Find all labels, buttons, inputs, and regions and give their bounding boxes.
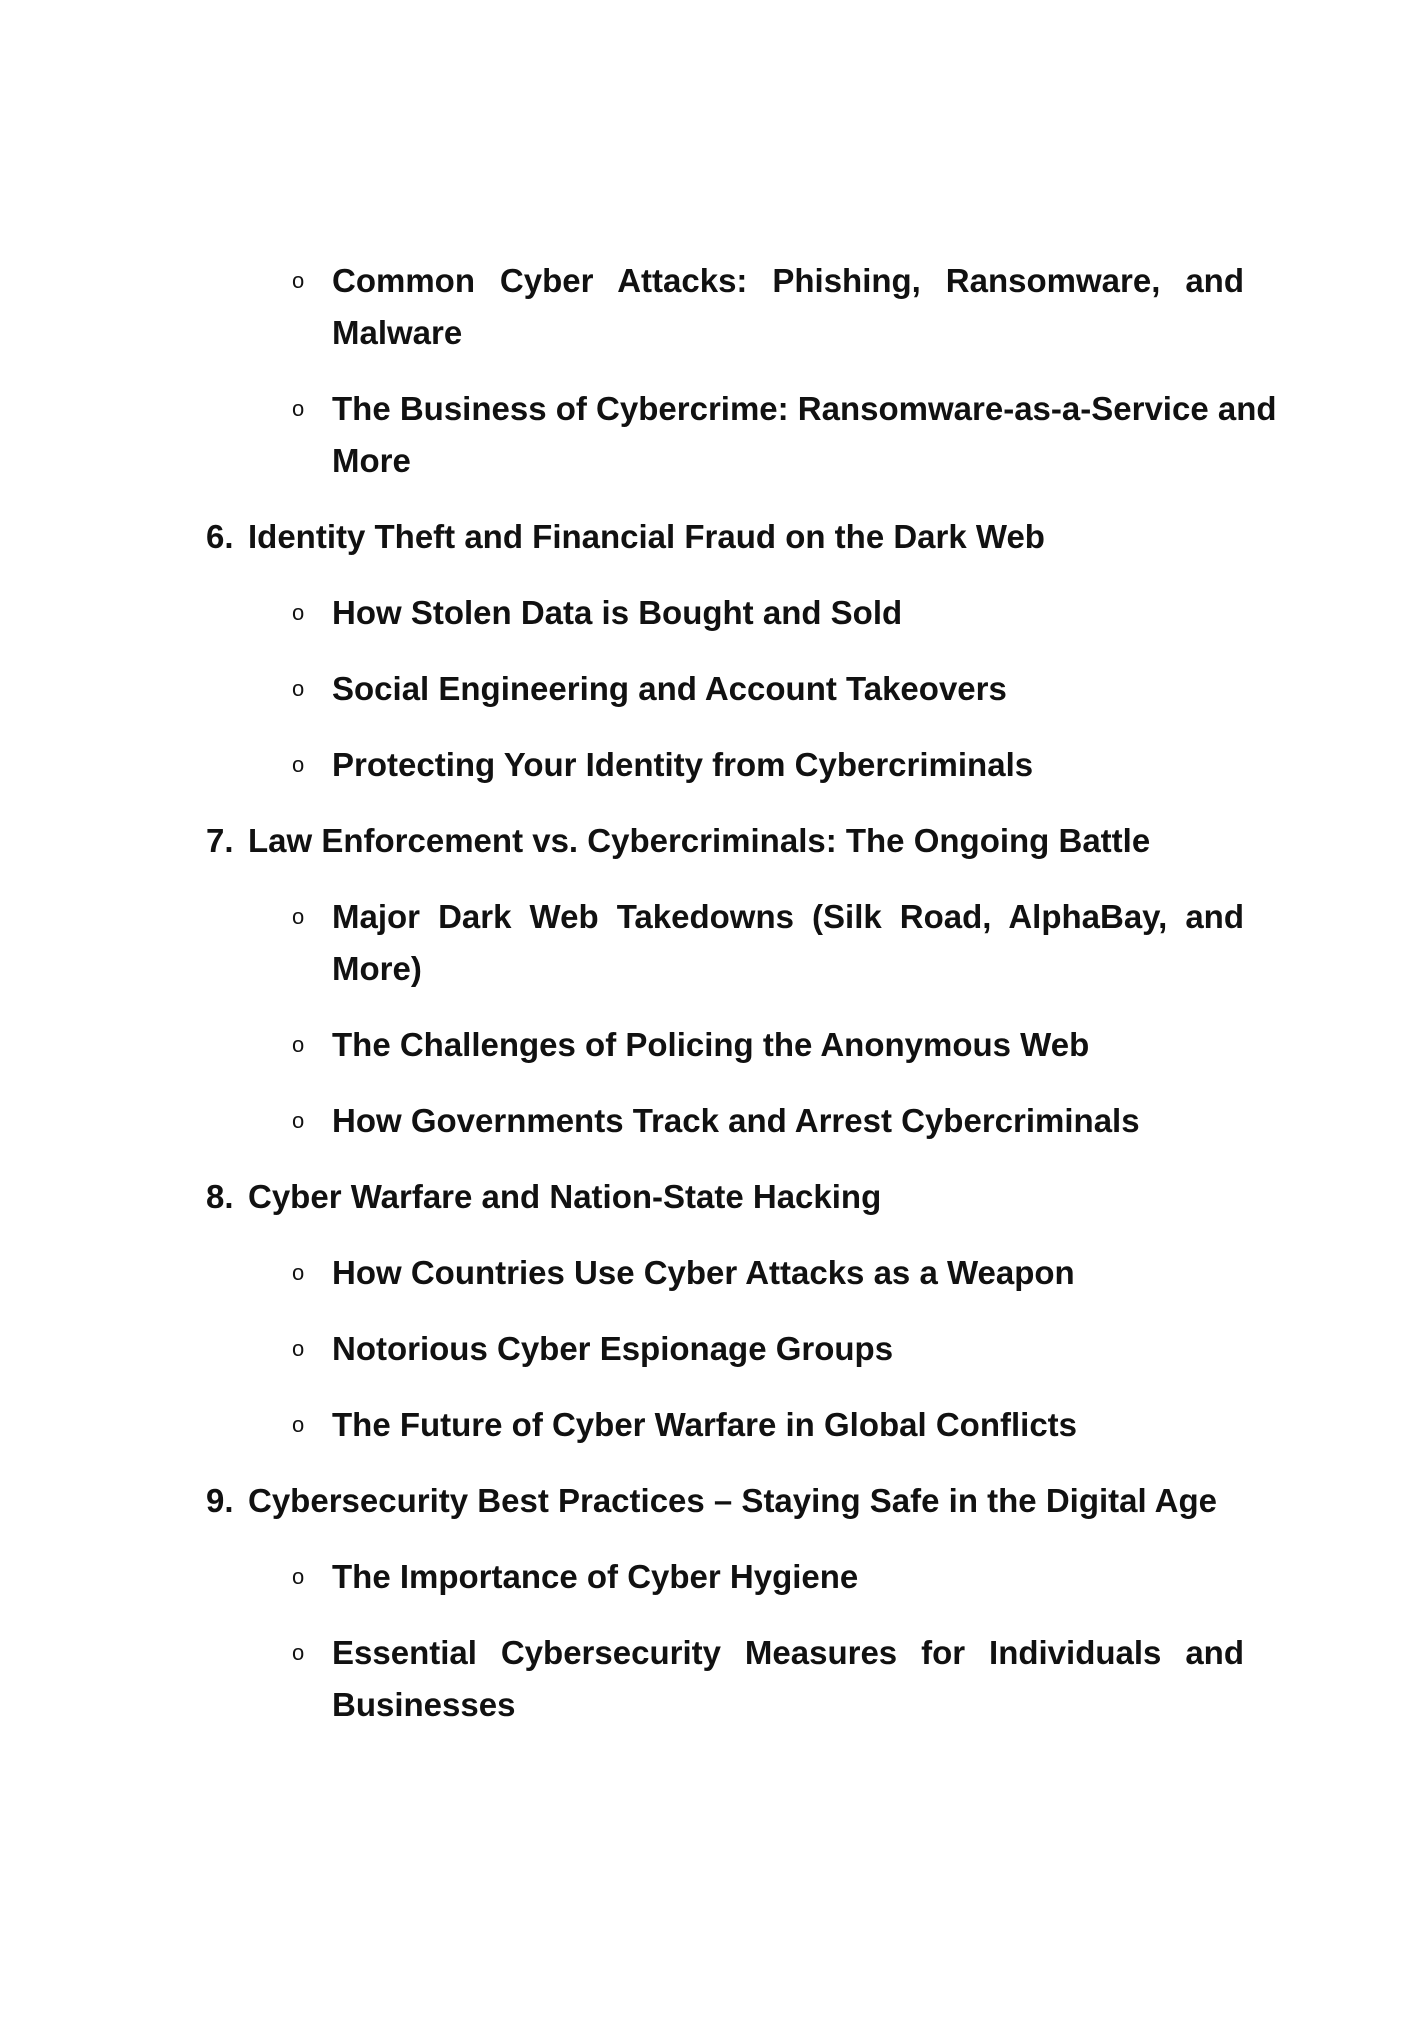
bullet-circle-icon: o	[292, 1564, 305, 1589]
bullet-circle-icon: o	[292, 1260, 305, 1285]
bullet-circle-icon: o	[292, 1336, 305, 1361]
sub-item-text: Major Dark Web Takedowns (Silk Road, AlphaBay, and	[332, 898, 1244, 935]
sub-item-text: Essential Cybersecurity Measures for Individuals and	[332, 1634, 1244, 1671]
sub-item-text: How Governments Track and Arrest Cybercriminals	[332, 1102, 1140, 1139]
bullet-circle-icon: o	[292, 1640, 305, 1665]
bullet-circle-icon: o	[292, 1032, 305, 1057]
sub-item-text: The Importance of Cyber Hygiene	[332, 1558, 859, 1595]
bullet-circle-icon: o	[292, 1108, 305, 1133]
section-title: Cybersecurity Best Practices – Staying Safe in the Digital Age	[248, 1482, 1217, 1519]
sub-item-text: Notorious Cyber Espionage Groups	[332, 1330, 894, 1367]
sub-item-text: How Countries Use Cyber Attacks as a Weapon	[332, 1254, 1075, 1291]
sub-item-text: The Challenges of Policing the Anonymous Web	[332, 1026, 1090, 1063]
section-number: 8.	[206, 1178, 234, 1215]
section-number: 9.	[206, 1482, 234, 1519]
section-title: Identity Theft and Financial Fraud on the Dark Web	[248, 518, 1045, 555]
bullet-circle-icon: o	[292, 396, 305, 421]
list-item	[0, 891, 1428, 943]
sub-item-text: Protecting Your Identity from Cybercriminals	[332, 746, 1034, 783]
list-item	[0, 255, 1428, 307]
section-number: 7.	[206, 822, 234, 859]
list-item	[0, 383, 1428, 435]
sub-item-text: The Future of Cyber Warfare in Global Conflicts	[332, 1406, 1078, 1443]
section-title: Law Enforcement vs. Cybercriminals: The Ongoing Battle	[248, 822, 1151, 859]
bullet-circle-icon: o	[292, 268, 305, 293]
sub-item-text: Malware	[332, 314, 463, 351]
sub-item-text: Common Cyber Attacks: Phishing, Ransomware, and	[332, 262, 1244, 299]
bullet-circle-icon: o	[292, 752, 305, 777]
sub-item-text: Social Engineering and Account Takeovers	[332, 670, 1007, 707]
sub-item-text: How Stolen Data is Bought and Sold	[332, 594, 903, 631]
bullet-circle-icon: o	[292, 600, 305, 625]
sub-item-text: Businesses	[332, 1686, 516, 1723]
section-title: Cyber Warfare and Nation-State Hacking	[248, 1178, 882, 1215]
list-item	[0, 1627, 1428, 1679]
sub-item-text: The Business of Cybercrime: Ransomware-as-a-Service and	[332, 390, 1277, 427]
sub-item-text: More	[332, 442, 411, 479]
bullet-circle-icon: o	[292, 904, 305, 929]
section-number: 6.	[206, 518, 234, 555]
bullet-circle-icon: o	[292, 676, 305, 701]
bullet-circle-icon: o	[292, 1412, 305, 1437]
sub-item-text: More)	[332, 950, 422, 987]
